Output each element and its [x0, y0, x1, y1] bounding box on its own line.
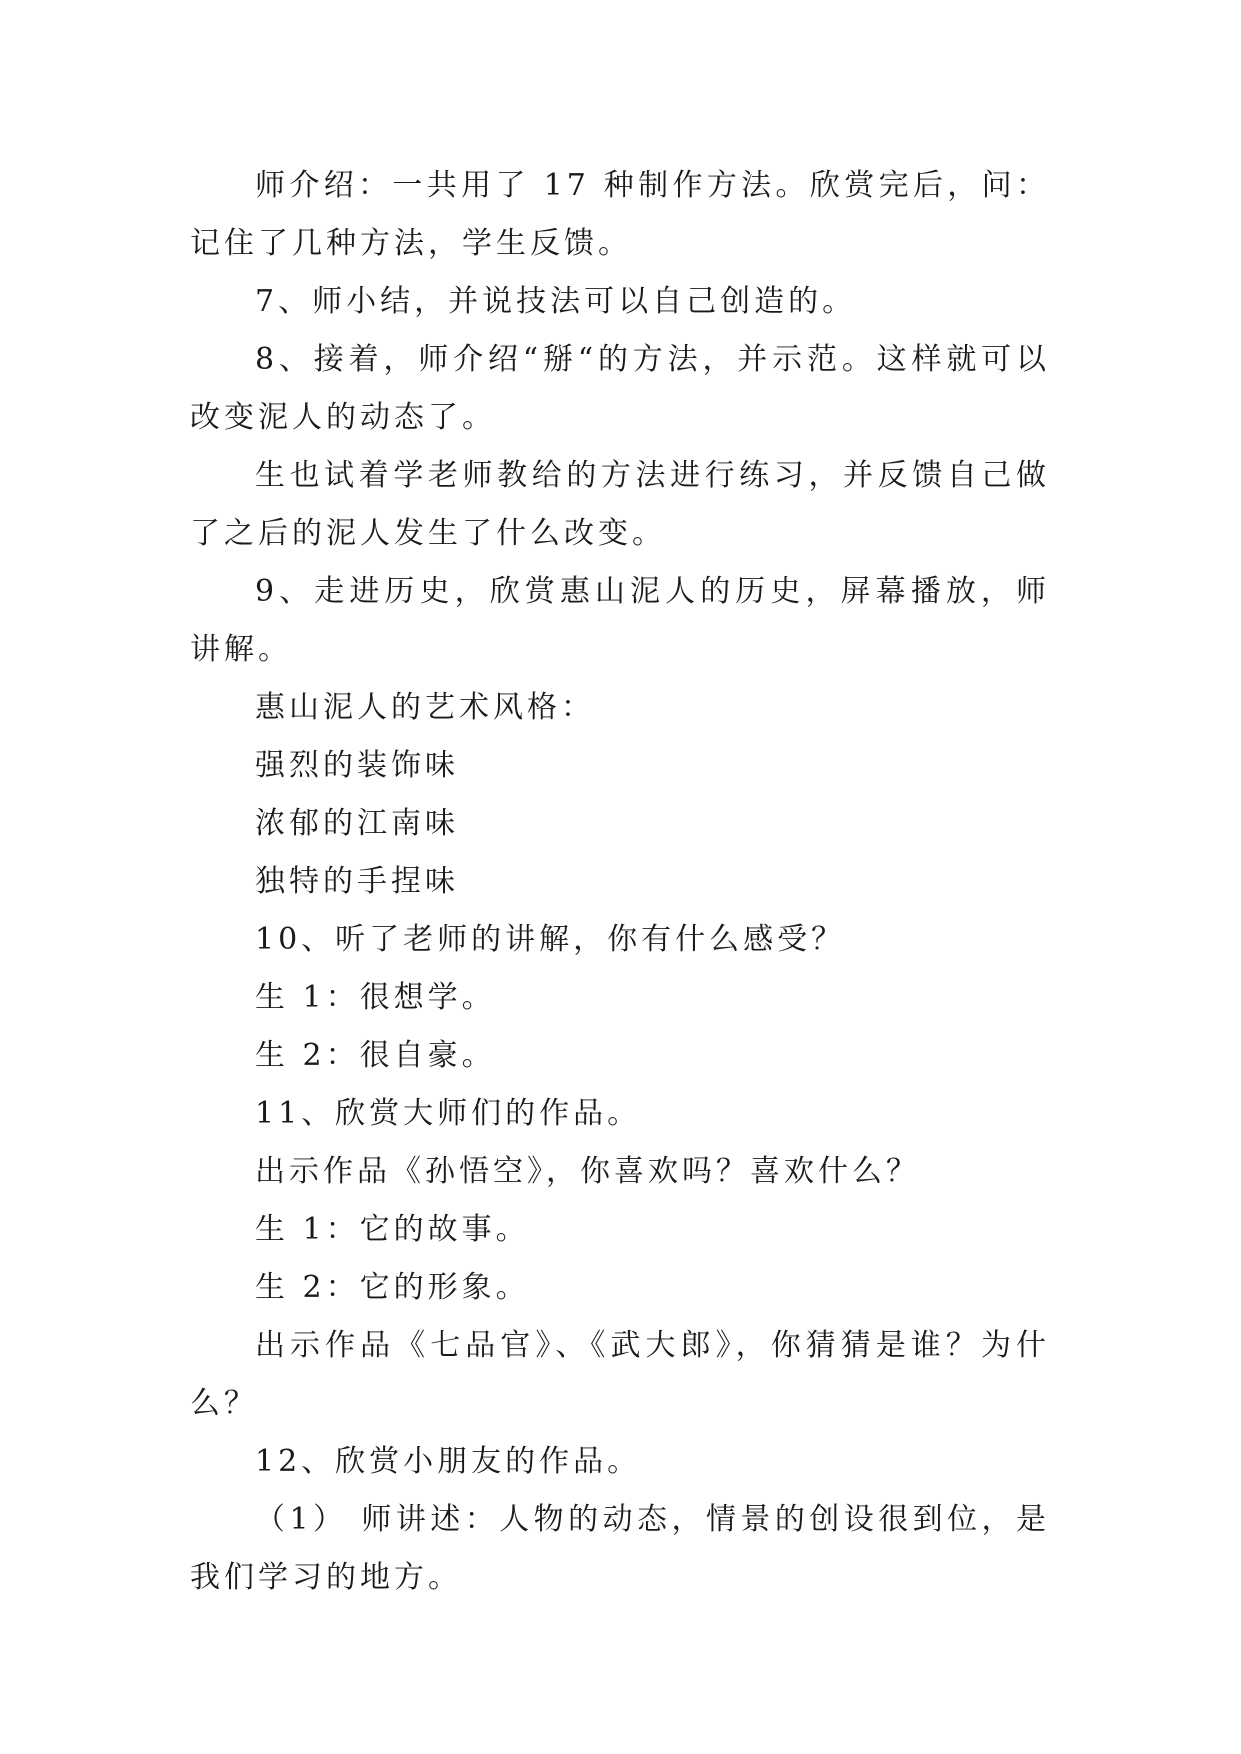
paragraph: 12、欣赏小朋友的作品。: [255, 1444, 642, 1479]
paragraph: 出示作品《孙悟空》，你喜欢吗？喜欢什么？: [255, 1154, 920, 1189]
paragraph: 强烈的装饰味: [255, 748, 459, 783]
paragraph: 独特的手捏味: [255, 864, 459, 899]
paragraph: 惠山泥人的艺术风格：: [255, 690, 595, 725]
paragraph: 11、欣赏大师们的作品。: [255, 1096, 642, 1131]
paragraph: 9、走进历史，欣赏惠山泥人的历史，屏幕播放，师讲解。: [190, 574, 1050, 667]
paragraph: 生 2：它的形象。: [255, 1270, 530, 1305]
paragraph: 师介绍：一共用了 17 种制作方法。欣赏完后，问：记住了几种方法，学生反馈。: [190, 168, 1050, 261]
paragraph: 生 1：很想学。: [255, 980, 496, 1015]
paragraph: （1） 师讲述：人物的动态，情景的创设很到位，是我们学习的地方。: [190, 1502, 1050, 1595]
paragraph: 出示作品《七品官》、《武大郎》，你猜猜是谁？为什么？: [190, 1328, 1050, 1421]
paragraph: 生 2：很自豪。: [255, 1038, 496, 1073]
paragraph: 10、听了老师的讲解，你有什么感受？: [255, 922, 846, 957]
paragraph: 生 1：它的故事。: [255, 1212, 530, 1247]
paragraph: 7、师小结，并说技法可以自己创造的。: [255, 284, 857, 319]
paragraph: 生也试着学老师教给的方法进行练习，并反馈自己做了之后的泥人发生了什么改变。: [190, 458, 1050, 551]
paragraph: 浓郁的江南味: [255, 806, 459, 841]
document-body: [190, 157, 1050, 1607]
paragraph: 8、接着，师介绍“掰“的方法，并示范。这样就可以改变泥人的动态了。: [190, 342, 1050, 435]
